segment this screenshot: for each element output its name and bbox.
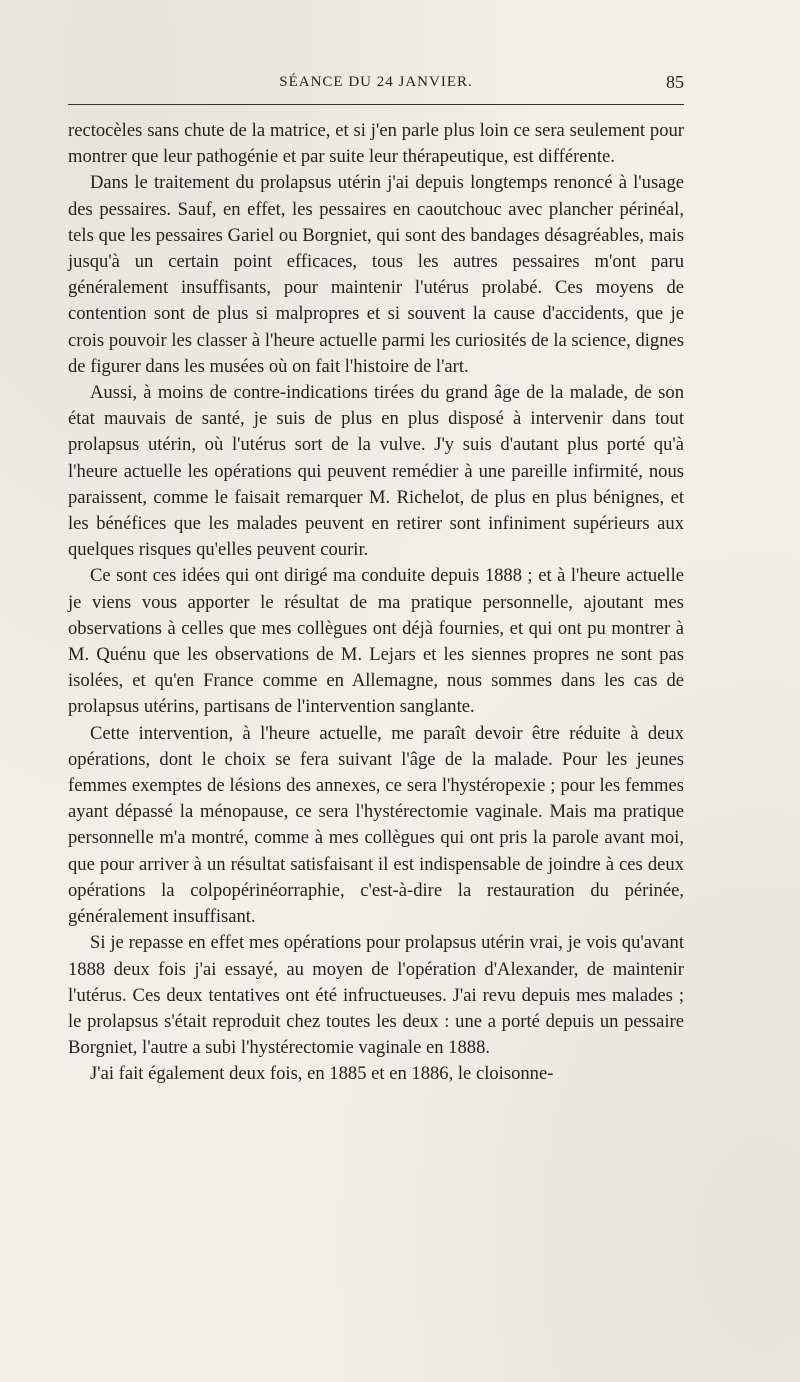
body-text [68,118,684,1088]
header-rule [68,104,684,105]
paragraph: Cette intervention, à l'heure actuelle, me paraît devoir être réduite à deux opérations, dont le choix se fera suivant l'âge de la malade. Pour les jeunes femmes exemptes de lésions des annexes, ce sera l'hystéropexie ; pour les femmes ayant dépassé la ménopause, ce sera l'hystérectomie vaginale. Mais ma pratique personnelle m'a montré, comme à mes collègues qui ont pris la parole avant moi, que pour arriver à un résultat satisfaisant il est indispensable de joindre à ces deux opérations la colpopérinéorraphie, c'est-à-dire la restauration du périnée, généralement insuffisant. [68,722,684,928]
running-head-title: SÉANCE DU 24 JANVIER. [279,74,473,90]
paragraph: Dans le traitement du prolapsus utérin j'ai depuis longtemps renoncé à l'usage des pessaires. Sauf, en effet, les pessaires en caoutchouc avec plancher périnéal, tels que les pessaires Gariel ou Borgniet, qui sont des bandages désagréables, mais jusqu'à un certain point efficaces, tous les autres pessaires m'ont paru généralement insuffisants, pour maintenir l'utérus prolabé. Ces moyens de contention sont de plus si malpropres et si souvent la cause d'accidents, que je crois pouvoir les classer à l'heure actuelle parmi les curiosités de la science, dignes de figurer dans les musées où on fait l'histoire de l'art. [68,172,684,377]
running-head [68,66,684,102]
paragraph-continuation: rectocèles sans chute de la matrice, et si j'en parle plus loin ce sera seulement pour montrer que leur pathogénie et par suite leur thérapeutique, est différente. [68,120,684,168]
paragraph-last-line: J'ai fait également deux fois, en 1885 et en 1886, le cloisonne- [90,1063,554,1085]
paragraph: Ce sont ces idées qui ont dirigé ma conduite depuis 1888 ; et à l'heure actuelle je viens vous apporter le résultat de ma pratique personnelle, ajoutant mes observations à celles que mes collègues ont déjà fournies, et qui ont pu montrer à M. Quénu que les observations de M. Lejars et les siennes propres ne sont pas isolées, et qu'en France comme en Allemagne, nous sommes dans les cas de prolapsus utérins, partisans de l'intervention sanglante. [68,565,684,718]
page-number: 85 [666,72,684,92]
paragraph: Si je repasse en effet mes opérations pour prolapsus utérin vrai, je vois qu'avant 1888 deux fois j'ai essayé, au moyen de l'opération d'Alexander, de maintenir l'utérus. Ces deux tentatives ont été infructueuses. J'ai revu depuis mes malades ; le prolapsus s'était reproduit chez toutes les deux : une a porté depuis un pessaire Borgniet, l'autre a subi l'hystérectomie vaginale en 1888. [68,932,684,1059]
paragraph: Aussi, à moins de contre-indications tirées du grand âge de la malade, de son état mauvais de santé, je suis de plus en plus disposé à intervenir dans tout prolapsus utérin, où l'utérus sort de la vulve. J'y suis d'autant plus porté qu'à l'heure actuelle les opérations qui peuvent remédier à une pareille infirmité, nous paraissent, comme le faisait remarquer M. Richelot, de plus en plus bénignes, et les bénéfices que les malades peuvent en retirer sont infiniment supérieurs aux quelques risques qu'elles peuvent courir. [68,382,684,561]
